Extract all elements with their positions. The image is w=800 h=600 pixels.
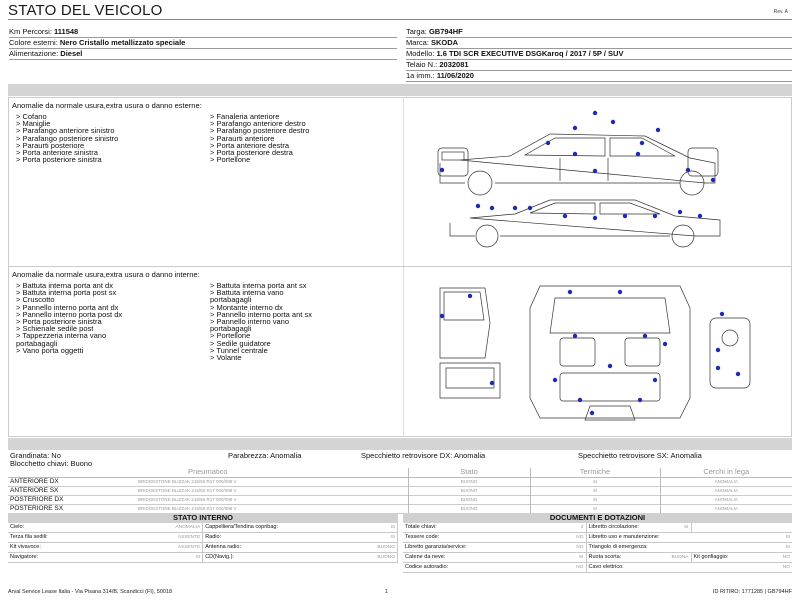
list-item: > Tappezzeria interna vano xyxy=(16,331,107,341)
dashboard-icon xyxy=(710,318,750,388)
list-item: > Schienale sedile post xyxy=(16,324,94,334)
list-item: > Parafango posteriore destro xyxy=(210,126,310,136)
damage-marker xyxy=(573,126,577,130)
list-item: > Porta posteriore sinistra xyxy=(16,316,102,326)
section-band xyxy=(8,84,792,96)
damage-marker xyxy=(656,128,660,132)
table-row: ANTERIORE SX BRIDGESTONE BLIZZAK 215/55 R17 000/098 V BUONO SI ANOMALIA xyxy=(8,486,792,495)
damage-marker xyxy=(638,398,642,402)
list-item: > Porta posteriore sinistra xyxy=(16,155,102,165)
exterior-list-col1 xyxy=(16,113,206,163)
exterior-list-col2 xyxy=(210,113,400,163)
list-item: > Parafango anteriore destro xyxy=(210,119,306,129)
km-row: Km Percorsi: 111548 xyxy=(9,27,79,36)
documents-title: DOCUMENTI E DOTAZIONI xyxy=(403,513,792,523)
list-item: > Porta anteriore destra xyxy=(210,140,290,150)
vehicle-info-right xyxy=(406,27,792,82)
exterior-title: Anomalie da normale usura,extra usura o danno esterne: xyxy=(12,101,202,110)
damage-marker xyxy=(640,141,644,145)
table-row: Libretto garanzia/service: NO Triangolo di emergenza: SI xyxy=(403,543,792,553)
damage-marker xyxy=(653,378,657,382)
list-item: > Paraurti anteriore xyxy=(210,133,275,143)
list-item: > Maniglie xyxy=(16,119,51,129)
revision-label: Rev. A xyxy=(773,9,788,15)
list-item: > Parafango anteriore sinistro xyxy=(16,126,115,136)
damage-marker xyxy=(653,214,657,218)
fuel-row: Alimentazione: Diesel xyxy=(9,49,83,58)
damage-marker xyxy=(711,178,715,182)
list-item: > Pannello interno vano xyxy=(210,316,290,326)
registration-row: 1a imm.: 11/06/2020 xyxy=(406,71,474,80)
table-row: Tessere code: NO Libretto uso e manutenzione: SI xyxy=(403,533,792,543)
hail-status: Grandinata: No xyxy=(10,451,61,460)
damage-marker xyxy=(563,214,567,218)
title-rule xyxy=(8,19,792,20)
table-row: POSTERIORE SX BRIDGESTONE BLIZZAK 215/55 R17 000/098 V BUONO SI ANOMALIA xyxy=(8,504,792,513)
table-row: Catene da neve: SI Ruota scorta: BUONA Kit gonfiaggio: NO xyxy=(403,553,792,563)
list-item: > Vano porta oggetti xyxy=(16,345,84,355)
brand-row: Marca: SKODA xyxy=(406,38,459,47)
damage-marker xyxy=(643,334,647,338)
damage-marker xyxy=(736,372,740,376)
chassis-row: Telaio N.: 2032081 xyxy=(406,60,469,69)
list-item: > Battuta interna porta post sx xyxy=(16,288,117,298)
list-item: > Pannello interno porta ant dx xyxy=(16,302,119,312)
table-row: POSTERIORE DX BRIDGESTONE BLIZZAK 215/55 R17 000/098 V BUONO SI ANOMALIA xyxy=(8,495,792,504)
damage-marker xyxy=(716,348,720,352)
key-lock-status: Blocchetto chiavi: Buono xyxy=(10,459,93,468)
list-item: > Portellone xyxy=(210,155,251,165)
damage-marker xyxy=(590,411,594,415)
damage-h-divider xyxy=(8,266,792,267)
list-item: > Porta anteriore sinistra xyxy=(16,147,98,157)
internal-state-box xyxy=(8,513,398,563)
footer-page-number: 1 xyxy=(385,589,389,595)
damage-marker xyxy=(573,152,577,156)
interior-car-diagram xyxy=(430,278,760,428)
list-item: > Fanaleria anteriore xyxy=(210,112,280,121)
documents-box xyxy=(403,513,792,573)
list-item: > Cruscotto xyxy=(16,295,55,305)
damage-marker xyxy=(546,141,550,145)
damage-marker xyxy=(468,294,472,298)
list-item: > Battuta interna vano xyxy=(210,288,284,298)
door-panel-bottom-icon xyxy=(440,363,500,398)
header-winter: Termiche xyxy=(530,468,660,477)
list-item: > Battuta interna porta ant dx xyxy=(16,281,113,290)
table-row: ANTERIORE DX BRIDGESTONE BLIZZAK 215/55 R17 000/098 V BUONO SI ANOMALIA xyxy=(8,477,792,486)
exterior-car-diagram xyxy=(430,108,730,248)
header-tyre: Pneumatico xyxy=(8,468,408,477)
damage-marker xyxy=(663,342,667,346)
door-panel-left-icon xyxy=(440,288,490,358)
damage-marker xyxy=(636,152,640,156)
list-item: portabagagli xyxy=(16,338,58,348)
cabin-top-icon xyxy=(530,286,690,420)
list-item: > Cofano xyxy=(16,112,47,121)
list-item: > Tunnel centrale xyxy=(210,345,268,355)
color-row: Colore esterni: Nero Cristallo metallizzato speciale xyxy=(9,38,186,47)
list-item: > Sedile guidatore xyxy=(210,338,271,348)
conditions-band xyxy=(8,438,792,450)
damage-marker xyxy=(513,206,517,210)
interior-list-col1 xyxy=(16,282,206,354)
list-item: > Pannello interno porta post dx xyxy=(16,309,123,319)
damage-marker xyxy=(440,314,444,318)
damage-marker xyxy=(476,204,480,208)
damage-marker xyxy=(553,378,557,382)
interior-title: Anomalie da normale usura,extra usura o danno interne: xyxy=(12,270,200,279)
tyres-table xyxy=(8,468,792,514)
table-row: Codice autoradio: NO Cavo elettrico: NO xyxy=(403,563,792,573)
tyres-header-row xyxy=(8,468,792,477)
list-item: > Montante interno dx xyxy=(210,302,283,312)
list-item: > Pannello interno porta ant sx xyxy=(210,309,312,319)
damage-marker xyxy=(490,206,494,210)
damage-marker xyxy=(618,290,622,294)
table-row: Totale chiavi: 2 Libretto circolazione: SI xyxy=(403,523,792,533)
damage-marker xyxy=(716,366,720,370)
mirror-dx-status: Specchietto retrovisore DX: Anomalia xyxy=(361,451,486,460)
table-row: Cielo: ANOMALIA Cappelliera/Tendina copribag: SI xyxy=(8,523,398,533)
damage-marker xyxy=(623,214,627,218)
damage-marker xyxy=(698,214,702,218)
header-state: Stato xyxy=(408,468,530,477)
damage-marker xyxy=(440,168,444,172)
damage-marker xyxy=(678,210,682,214)
damage-marker xyxy=(611,120,615,124)
car-rear-icon xyxy=(688,148,718,176)
table-row: Kit vivavoce: ASSENTE Antenna radio: BUONO xyxy=(8,543,398,553)
table-row: Navigatore: SI CD(Navig.): BUONO xyxy=(8,553,398,563)
vehicle-info-left xyxy=(9,27,397,60)
table-row: Terza fila sedili: ASSENTE Radio: SI xyxy=(8,533,398,543)
damage-marker xyxy=(593,216,597,220)
car-side-left-icon xyxy=(440,134,715,195)
windshield-status: Parabrezza: Anomalia xyxy=(228,451,302,460)
damage-divider xyxy=(403,97,404,437)
damage-marker xyxy=(578,398,582,402)
list-item: > Parafango posteriore sinistro xyxy=(16,133,119,143)
list-item: > Volante xyxy=(210,352,242,362)
list-item: > Battuta interna porta ant sx xyxy=(210,281,307,290)
list-item: > Paraurti posteriore xyxy=(16,140,85,150)
list-item: portabagagli xyxy=(210,324,252,334)
footer-id: ID RITIRO: 1771285 | GB794HF xyxy=(712,589,792,595)
damage-marker xyxy=(490,381,494,385)
list-item: > Portellone xyxy=(210,331,251,341)
model-row: Modello: 1.6 TDI SCR EXECUTIVE DSGKaroq / 2017 / 5P / SUV xyxy=(406,49,624,58)
damage-marker xyxy=(608,364,612,368)
mirror-sx-status: Specchietto retrovisore SX: Anomalia xyxy=(578,451,702,460)
damage-marker xyxy=(528,206,532,210)
list-item: > Porta posteriore destra xyxy=(210,147,293,157)
plate-row: Targa: GB794HF xyxy=(406,27,463,36)
damage-marker xyxy=(593,169,597,173)
damage-marker xyxy=(686,168,690,172)
damage-marker xyxy=(720,312,724,316)
damage-marker xyxy=(568,290,572,294)
internal-state-title: STATO INTERNO xyxy=(8,513,398,523)
damage-marker xyxy=(593,111,597,115)
damage-marker xyxy=(573,334,577,338)
header-alloy: Cerchi in lega xyxy=(660,468,792,477)
footer-company: Arval Service Lease Italia - Via Pisana 314/B, Scandicci (FI), 50018 xyxy=(8,589,173,595)
list-item: portabagagli xyxy=(210,295,252,305)
page-title: STATO DEL VEICOLO xyxy=(8,2,163,19)
interior-list-col2 xyxy=(210,282,400,361)
